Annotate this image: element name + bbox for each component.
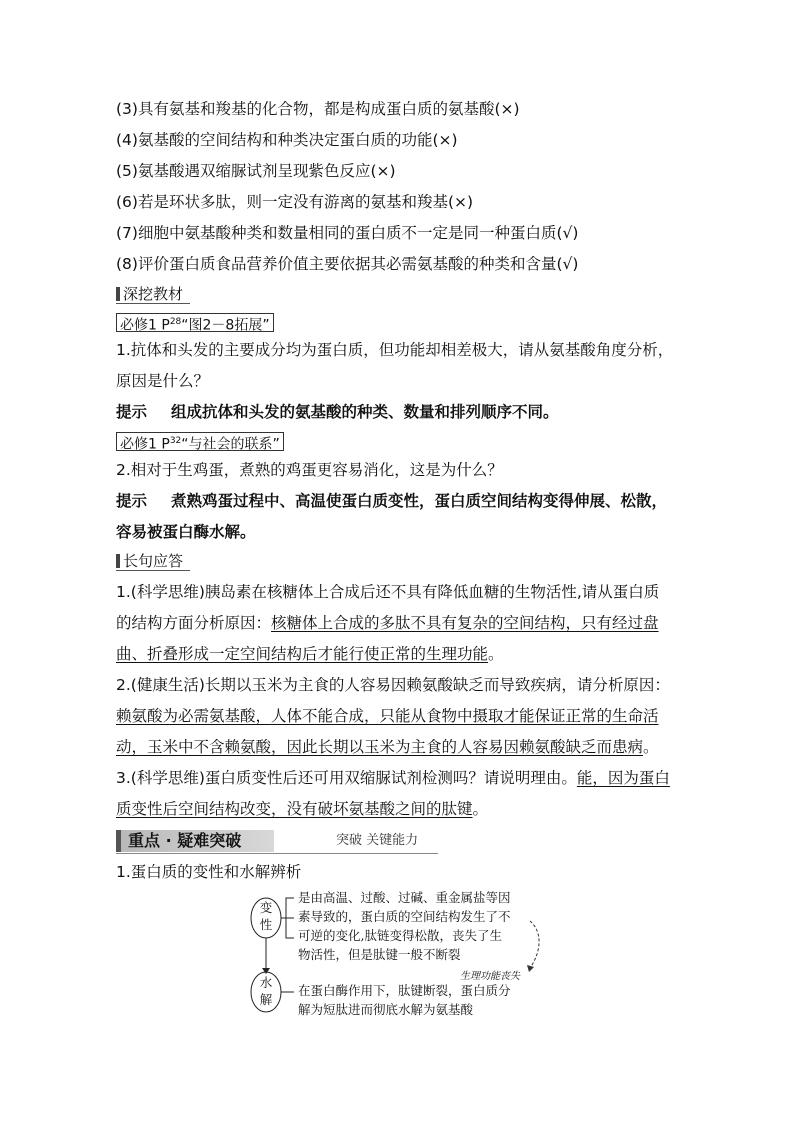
long-answer-heading: 长句应答 — [116, 552, 183, 570]
long-answer-3-line-2: 质变性后空间结构改变，没有破坏氨基酸之间的肽键。 — [116, 800, 489, 818]
judgment-5: (5)氨基酸遇双缩脲试剂呈现紫色反应(×) — [116, 162, 396, 180]
hint-2-line-2: 容易被蛋白酶水解。 — [116, 523, 256, 541]
long-answer-3-line-1: 3.(科学思维)蛋白质变性后还可用双缩脲试剂检测吗？请说明理由。能，因为蛋白 — [116, 769, 670, 787]
hydrolysis-description: 在蛋白酶作用下，肽键断裂，蛋白质分 解为短肽进而彻底水解为氨基酸 — [298, 983, 511, 1017]
answer-underlined: 能，因为蛋白 — [576, 769, 670, 787]
banner-rule — [116, 853, 438, 854]
heading-marker — [116, 287, 120, 301]
heading-underline — [116, 570, 190, 571]
answer-underlined: 赖氨酸为必需氨基酸，人体不能合成，只能从食物中摄取才能保证正常的生命活 — [116, 707, 659, 725]
deep-dig-heading: 深挖教材 — [116, 285, 183, 303]
long-answer-2-line-1: 2.(健康生活)长期以玉米为主食的人容易因赖氨酸缺乏而导致疾病，请分析原因： — [116, 676, 670, 694]
judgment-8: (8)评价蛋白质食品营养价值主要依据其必需氨基酸的种类和含量(√) — [116, 255, 579, 273]
question-1-line-1: 1.抗体和头发的主要成分均为蛋白质，但功能却相差极大，请从氨基酸角度分析， — [116, 341, 674, 359]
long-answer-1-line-1: 1.(科学思维)胰岛素在核糖体上合成后还不具有降低血糖的生物活性,请从蛋白质 — [116, 583, 660, 601]
answer-underlined: 动，玉米中不含赖氨酸，因此长期以玉米为主食的人容易因赖氨酸缺乏而患病 — [116, 738, 644, 756]
judgment-4: (4)氨基酸的空间结构和种类决定蛋白质的功能(×) — [116, 131, 458, 149]
judgment-7: (7)细胞中氨基酸种类和数量相同的蛋白质不一定是同一种蛋白质(√) — [116, 224, 579, 242]
hint-1: 提示 组成抗体和头发的氨基酸的种类、数量和排列顺序不同。 — [116, 403, 559, 421]
question-1-line-2: 原因是什么？ — [116, 372, 210, 390]
denaturation-description: 是由高温、过酸、过碱、重金属盐等因 素导致的，蛋白质的空间结构发生了不 可逆的变化,肽链变得松散，丧失了生 物活性，但是肽键一般不断裂 — [298, 890, 511, 962]
long-answer-1-line-3: 曲、折叠形成一定空间结构后才能行使正常的生理功能。 — [116, 645, 504, 663]
heading-marker — [116, 554, 120, 568]
hydrolysis-node-label: 水 解 — [259, 975, 273, 1007]
answer-underlined: 核糖体上合成的多肽不具有复杂的空间结构，只有经过盘 — [271, 614, 659, 632]
key-section-banner — [116, 830, 438, 856]
key-item-1: 1.蛋白质的变性和水解辨析 — [116, 863, 302, 881]
denaturation-hydrolysis-diagram — [248, 888, 548, 1018]
banner-title: 重点 · 疑难突破 — [128, 831, 242, 850]
handwritten-note: 生理功能丧失 — [460, 971, 520, 982]
denaturation-node-label: 变 性 — [259, 900, 273, 932]
judgment-3: (3)具有氨基和羧基的化合物，都是构成蛋白质的氨基酸(×) — [116, 100, 520, 118]
long-answer-2-line-2 — [116, 706, 659, 726]
banner-subtitle: 突破 关键能力 — [336, 833, 419, 848]
textbook-reference-2: 必修1 $P^{32}“$与社会的联系” — [116, 432, 284, 451]
judgment-6: (6)若是环状多肽，则一定没有游离的氨基和羧基(×) — [116, 193, 474, 211]
long-answer-2-line-3: 动，玉米中不含赖氨酸，因此长期以玉米为主食的人容易因赖氨酸缺乏而患病。 — [116, 738, 659, 756]
heading-underline — [116, 303, 190, 304]
banner-marker — [116, 830, 121, 852]
answer-underlined: 曲、折叠形成一定空间结构后才能行使正常的生理功能 — [116, 645, 489, 663]
long-answer-1-line-2: 的结构方面分析原因：核糖体上合成的多肽不具有复杂的空间结构，只有经过盘 — [116, 614, 659, 632]
answer-underlined: 质变性后空间结构改变，没有破坏氨基酸之间的肽键 — [116, 800, 473, 818]
hint-2-line-1: 提示 煮熟鸡蛋过程中、高温使蛋白质变性，蛋白质空间结构变得伸展、松散， — [116, 492, 668, 510]
question-2: 2.相对于生鸡蛋，煮熟的鸡蛋更容易消化，这是为什么？ — [116, 461, 503, 479]
textbook-reference-1: 必修1 $P^{28}“$图2－8拓展” — [116, 313, 274, 332]
